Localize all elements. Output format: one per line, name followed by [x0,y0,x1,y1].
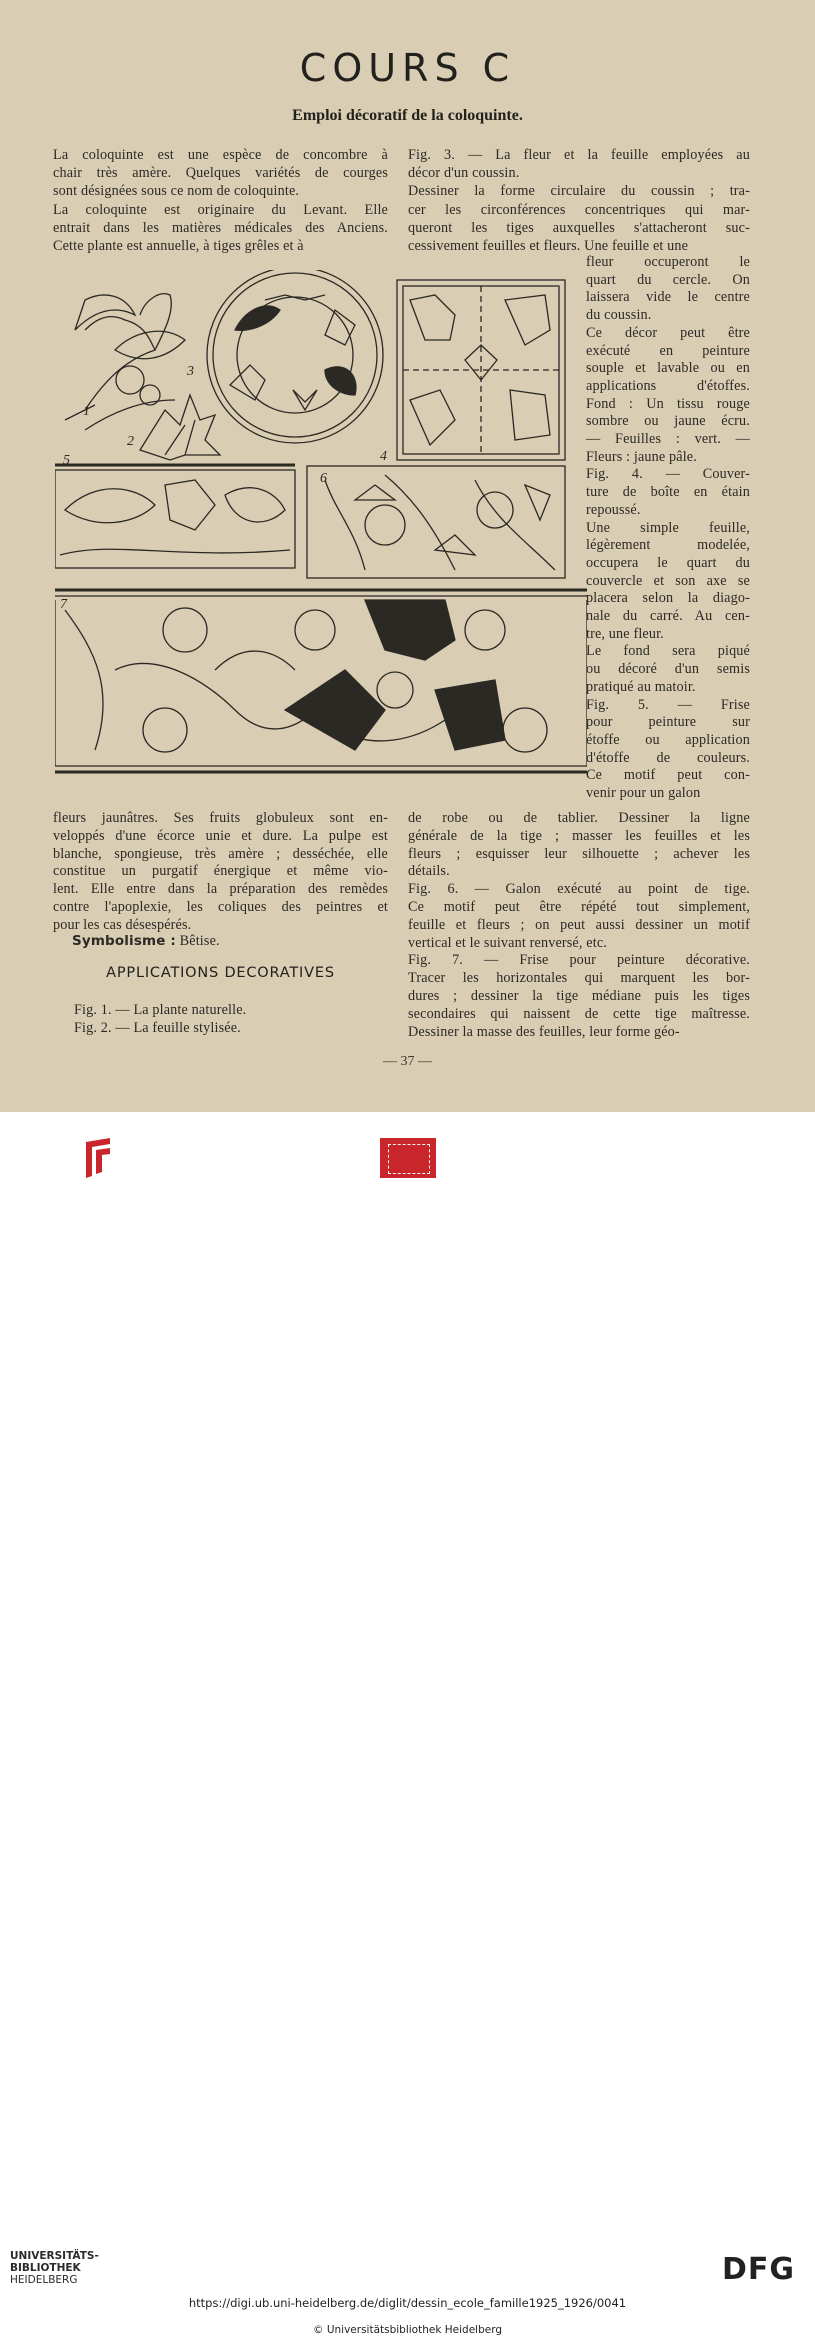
text-line: fleurs jaunâtres. Ses fruits globuleux sont en- [53,810,388,826]
illustration-plate [55,270,587,792]
symbolisme-label: Symbolisme : [72,933,176,949]
text-line: Dessiner la forme circulaire du coussin ; tra- [408,183,750,200]
page-number: — 37 — [383,1054,432,1069]
text-line: lent. Elle entre dans la préparation des remèdes [53,881,388,898]
fig-7-decorative-frieze [55,590,587,772]
text-line: d'étoffe de couleurs. [586,749,750,766]
text-line: du coussin. [586,307,652,324]
text-line: Fleurs : jaune pâle. [586,448,697,465]
text-line: cessivement feuilles et fleurs. Une feuille et une [408,238,689,254]
text-line: sont désignées sous ce nom de coloquinte. [53,183,300,200]
text-line: Tracer les horizontales qui marquent les bor- [408,970,750,987]
text-line: placera selon la diago- [586,590,750,607]
text-line: secondaires qui naissent de cette tige maîtresse. [408,1005,750,1022]
text-line: constitue un purgatif énergique et même vio- [53,863,388,880]
text-line: de robe ou de tablier. Dessiner la ligne [408,810,750,826]
text-line: Le fond sera piqué [586,643,750,660]
fig-2-caption: Fig. 2. — La feuille stylisée. [74,1020,241,1036]
library-name [10,2250,99,2286]
text-line: pratiqué au matoir. [586,678,696,695]
fig-number: 6 [320,471,327,486]
text-line: veloppés d'une écorce unie et dure. La pulpe est [53,827,388,844]
text-line: sombre ou jaune écru. [586,413,750,430]
text-line: exécuté en peinture [586,342,750,359]
text-line: La coloquinte est une espèce de concombre à [53,147,388,163]
text-line: nale du carré. Au cen- [586,608,750,624]
text-line: décor d'un coussin. [408,165,520,182]
text-line: souple et lavable ou en [586,360,750,377]
text-line: — Feuilles : vert. — [586,431,750,447]
text-line: fleur occuperont le [586,254,750,270]
text-line: Fig. 6. — Galon exécuté au point de tige. [408,881,750,898]
text-line: occupera le quart du [586,554,750,571]
fig-number: 5 [63,453,70,468]
fig-number: 1 [83,404,90,419]
text-line: fleurs ; esquisser leur silhouette ; achever les [408,845,750,862]
text-line: légèrement modelée, [586,537,750,554]
fig-4-box-cover [397,280,565,460]
page-title: COURS C [299,46,516,90]
symbolisme-value: Bêtise. [179,933,220,949]
center-seal-icon [380,1138,436,1178]
text-line: Ce décor peut être [586,324,750,341]
applications-heading: APPLICATIONS DECORATIVES [106,965,335,981]
text-line: vertical et le suivant renversé, etc. [408,934,607,951]
scanned-page [0,0,815,1112]
text-line: pour peinture sur [586,714,750,731]
symbolisme-line [72,933,407,950]
fig-number: 3 [187,364,194,379]
fig-number: 2 [127,434,134,449]
page-subtitle: Emploi décoratif de la coloquinte. [292,107,523,124]
text-line: Ce motif peut con- [586,767,750,784]
text-line: dures ; dessiner la tige médiane puis les tiges [408,988,750,1004]
text-line: Dessiner la masse des feuilles, leur forme géo- [408,1023,680,1040]
fig-number: 4 [380,449,387,464]
text-line: blanche, spongieuse, très amère ; desséchée, elle [53,845,388,862]
fig-6-galon [307,466,565,578]
text-line: repoussé. [586,501,641,518]
fig-5-frieze [55,465,295,568]
text-line: Fig. 5. — Frise [586,696,750,713]
dfg-logo: DFG [722,2252,796,2287]
text-line: ture de boîte en étain [586,484,750,501]
permalink[interactable]: https://digi.ub.uni-heidelberg.de/diglit/dessin_ecole_famille1925_1926/0041 [188,2296,627,2310]
text-line: entrait dans les matières médicales des Anciens. [53,219,388,236]
copyright: © Universitätsbibliothek Heidelberg [312,2324,502,2336]
text-line: quart du cercle. On [586,271,750,288]
text-line: Une simple feuille, [586,519,750,536]
fig-3-cushion [207,270,383,443]
text-line: chair très amère. Quelques variétés de courges [53,165,388,182]
library-line-2: BIBLIOTHEK [10,2262,81,2274]
text-line: La coloquinte est originaire du Levant. Elle [53,201,388,218]
library-line-3: HEIDELBERG [10,2274,78,2286]
text-line: Fig. 4. — Couver- [586,466,750,483]
text-line: contre l'apoplexie, les coliques des peintres et [53,899,388,915]
text-line: Fig. 3. — La fleur et la feuille employées au [408,147,750,163]
text-line: Fig. 7. — Frise pour peinture décorative. [408,952,750,969]
fig-number: 7 [60,597,67,612]
text-line: queront les tiges auxquelles s'attacheront suc- [408,219,750,236]
text-line: applications d'étoffes. [586,377,750,394]
fig-1-caption: Fig. 1. — La plante naturelle. [74,1002,247,1018]
text-line: feuille et fleurs ; on peut aussi dessiner un motif [408,916,750,933]
text-line: cer les circonférences concentriques qui mar- [408,201,750,218]
text-line: couvercle et son axe se [586,572,750,589]
text-line: pour les cas désespérés. [53,916,192,933]
text-line: détails. [408,863,450,880]
footer [0,1112,815,2336]
text-line: laissera vide le centre [586,289,750,306]
text-line: venir pour un galon [586,785,701,801]
text-line: étoffe ou application [586,731,750,748]
library-logo-icon [82,1136,116,1180]
text-line: générale de la tige ; masser les feuilles et les [408,827,750,844]
text-line: Ce motif peut être répété tout simplement, [408,899,750,915]
text-line: Cette plante est annuelle, à tiges grêles et à [53,238,304,254]
text-line: tre, une fleur. [586,625,664,642]
text-line: ou décoré d'un semis [586,661,750,678]
library-line-1: UNIVERSITÄTS- [10,2250,99,2262]
text-line: Fond : Un tissu rouge [586,395,750,412]
